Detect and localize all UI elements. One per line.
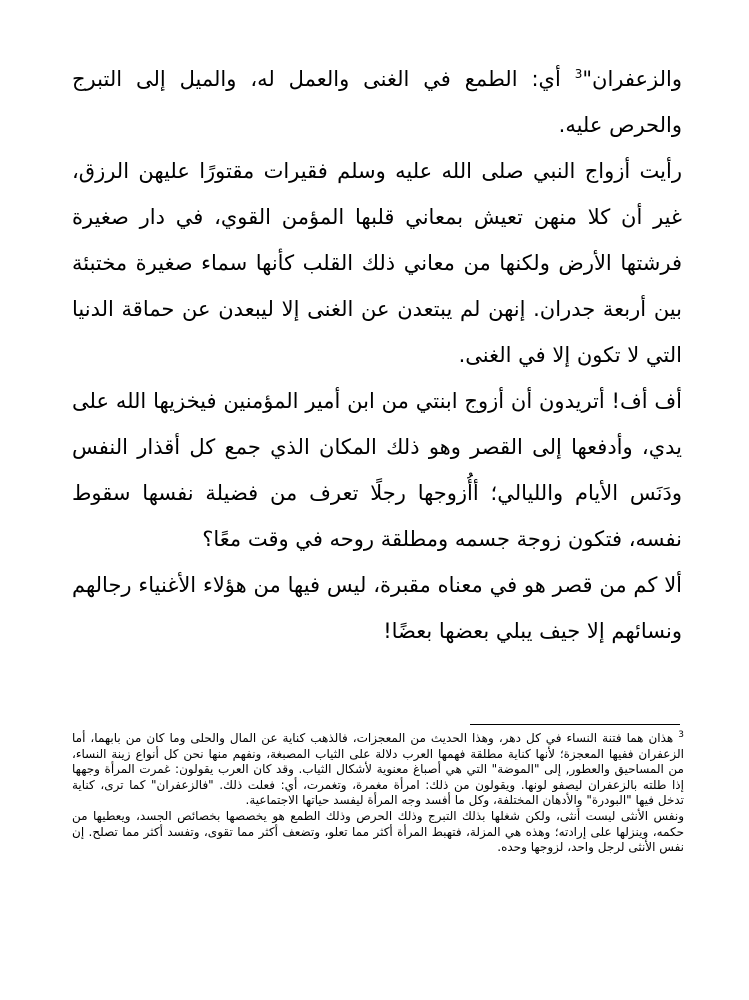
paragraph-2: رأيت أزواج النبي صلى الله عليه وسلم فقيرات مقتورًا عليهن الرزق، غير أن كلا منهن تعيش بمعاني قلبها المؤمن القوي، في دار صغيرة فرشتها الأرض ولكنها من معاني ذلك القلب كأنها سماء صغيرة مختبئة بين أربعة جدران. إنهن لم يبتعدن عن الغنى إلا ليبعدن عن حماقة الدنيا التي لا تكون إلا في الغنى.: [72, 159, 682, 367]
paragraph-4: ألا كم من قصر هو في معناه مقبرة، ليس فيها من هؤلاء الأغنياء رجالهم ونسائهم إلا جيف يبلي بعضها بعضًا!: [72, 573, 682, 643]
paragraph-1-rest: أي: الطمع في الغنى والعمل له، والميل إلى التبرج والحرص عليه.: [72, 67, 682, 137]
footnote-paragraph-1: [72, 731, 684, 809]
footnote-separator: [470, 724, 680, 725]
footnote-reference[interactable]: 3: [574, 67, 583, 81]
footnotes: [72, 731, 684, 856]
paragraph-1: [72, 56, 682, 148]
footnote-text-1: هذان هما فتنة النساء في كل دهر، وهذا الحديث من المعجزات، فالذهب كناية عن المال والحلى وما كان من بابهما، أما الزعفران ففيها المعجزة؛ لأنها كناية مطلقة فهمها العرب دلالة على الثياب المصبغة، ونفهم منها نحن كل أنواع زينة النساء، من المساحيق والعطور, إلى "الموضة" التي هي أصباغ معنوية لأشكال الثياب. وقد كان العرب يقولون: غمرت المرأة وجهها إذا طلته بالزعفران ليصفو لونها. ويقولون من ذلك: امرأة مغمرة، وتغمرت، أي: فعلت ذلك. "فالزعفران" كما ترى، كناية تدخل فيها "البودرة" والأدهان المختلفة، وكل ما أفسد وجه المرأة ليفسد حياتها الاجتماعية.: [72, 731, 684, 808]
footnote-number: 3: [678, 730, 684, 740]
footnote-paragraph-2: ونفس الأنثى ليست أنثى، ولكن شغلها بذلك التبرج وذلك الحرص وذلك الطمع هو يخصصها بخصائص الجسد، ويعطيها من حكمه، وينزلها على إرادته؛ وهذه هي المزلة، فتهبط المرأة أكثر مما تعلو، وتضعف أكثر مما تقوى، وتفسد أكثر مما تصلح. إن نفس الأنثى لرجل واحد، لزوجها وحده.: [72, 808, 684, 855]
paragraph-3: أف أف! أتريدون أن أزوج ابنتي من ابن أمير المؤمنين فيخزيها الله على يدي، وأدفعها إلى القصر وهو ذلك المكان الذي جمع كل أقذار النفس ودَنَس الأيام والليالي؛ أأُزوجها رجلًا تعرف من فضيلة نفسها سقوط نفسه، فتكون زوجة جسمه ومطلقة روحه في وقت معًا؟: [72, 389, 682, 551]
main-text: [72, 56, 682, 654]
paragraph-1-start: والزعفران": [582, 67, 682, 91]
